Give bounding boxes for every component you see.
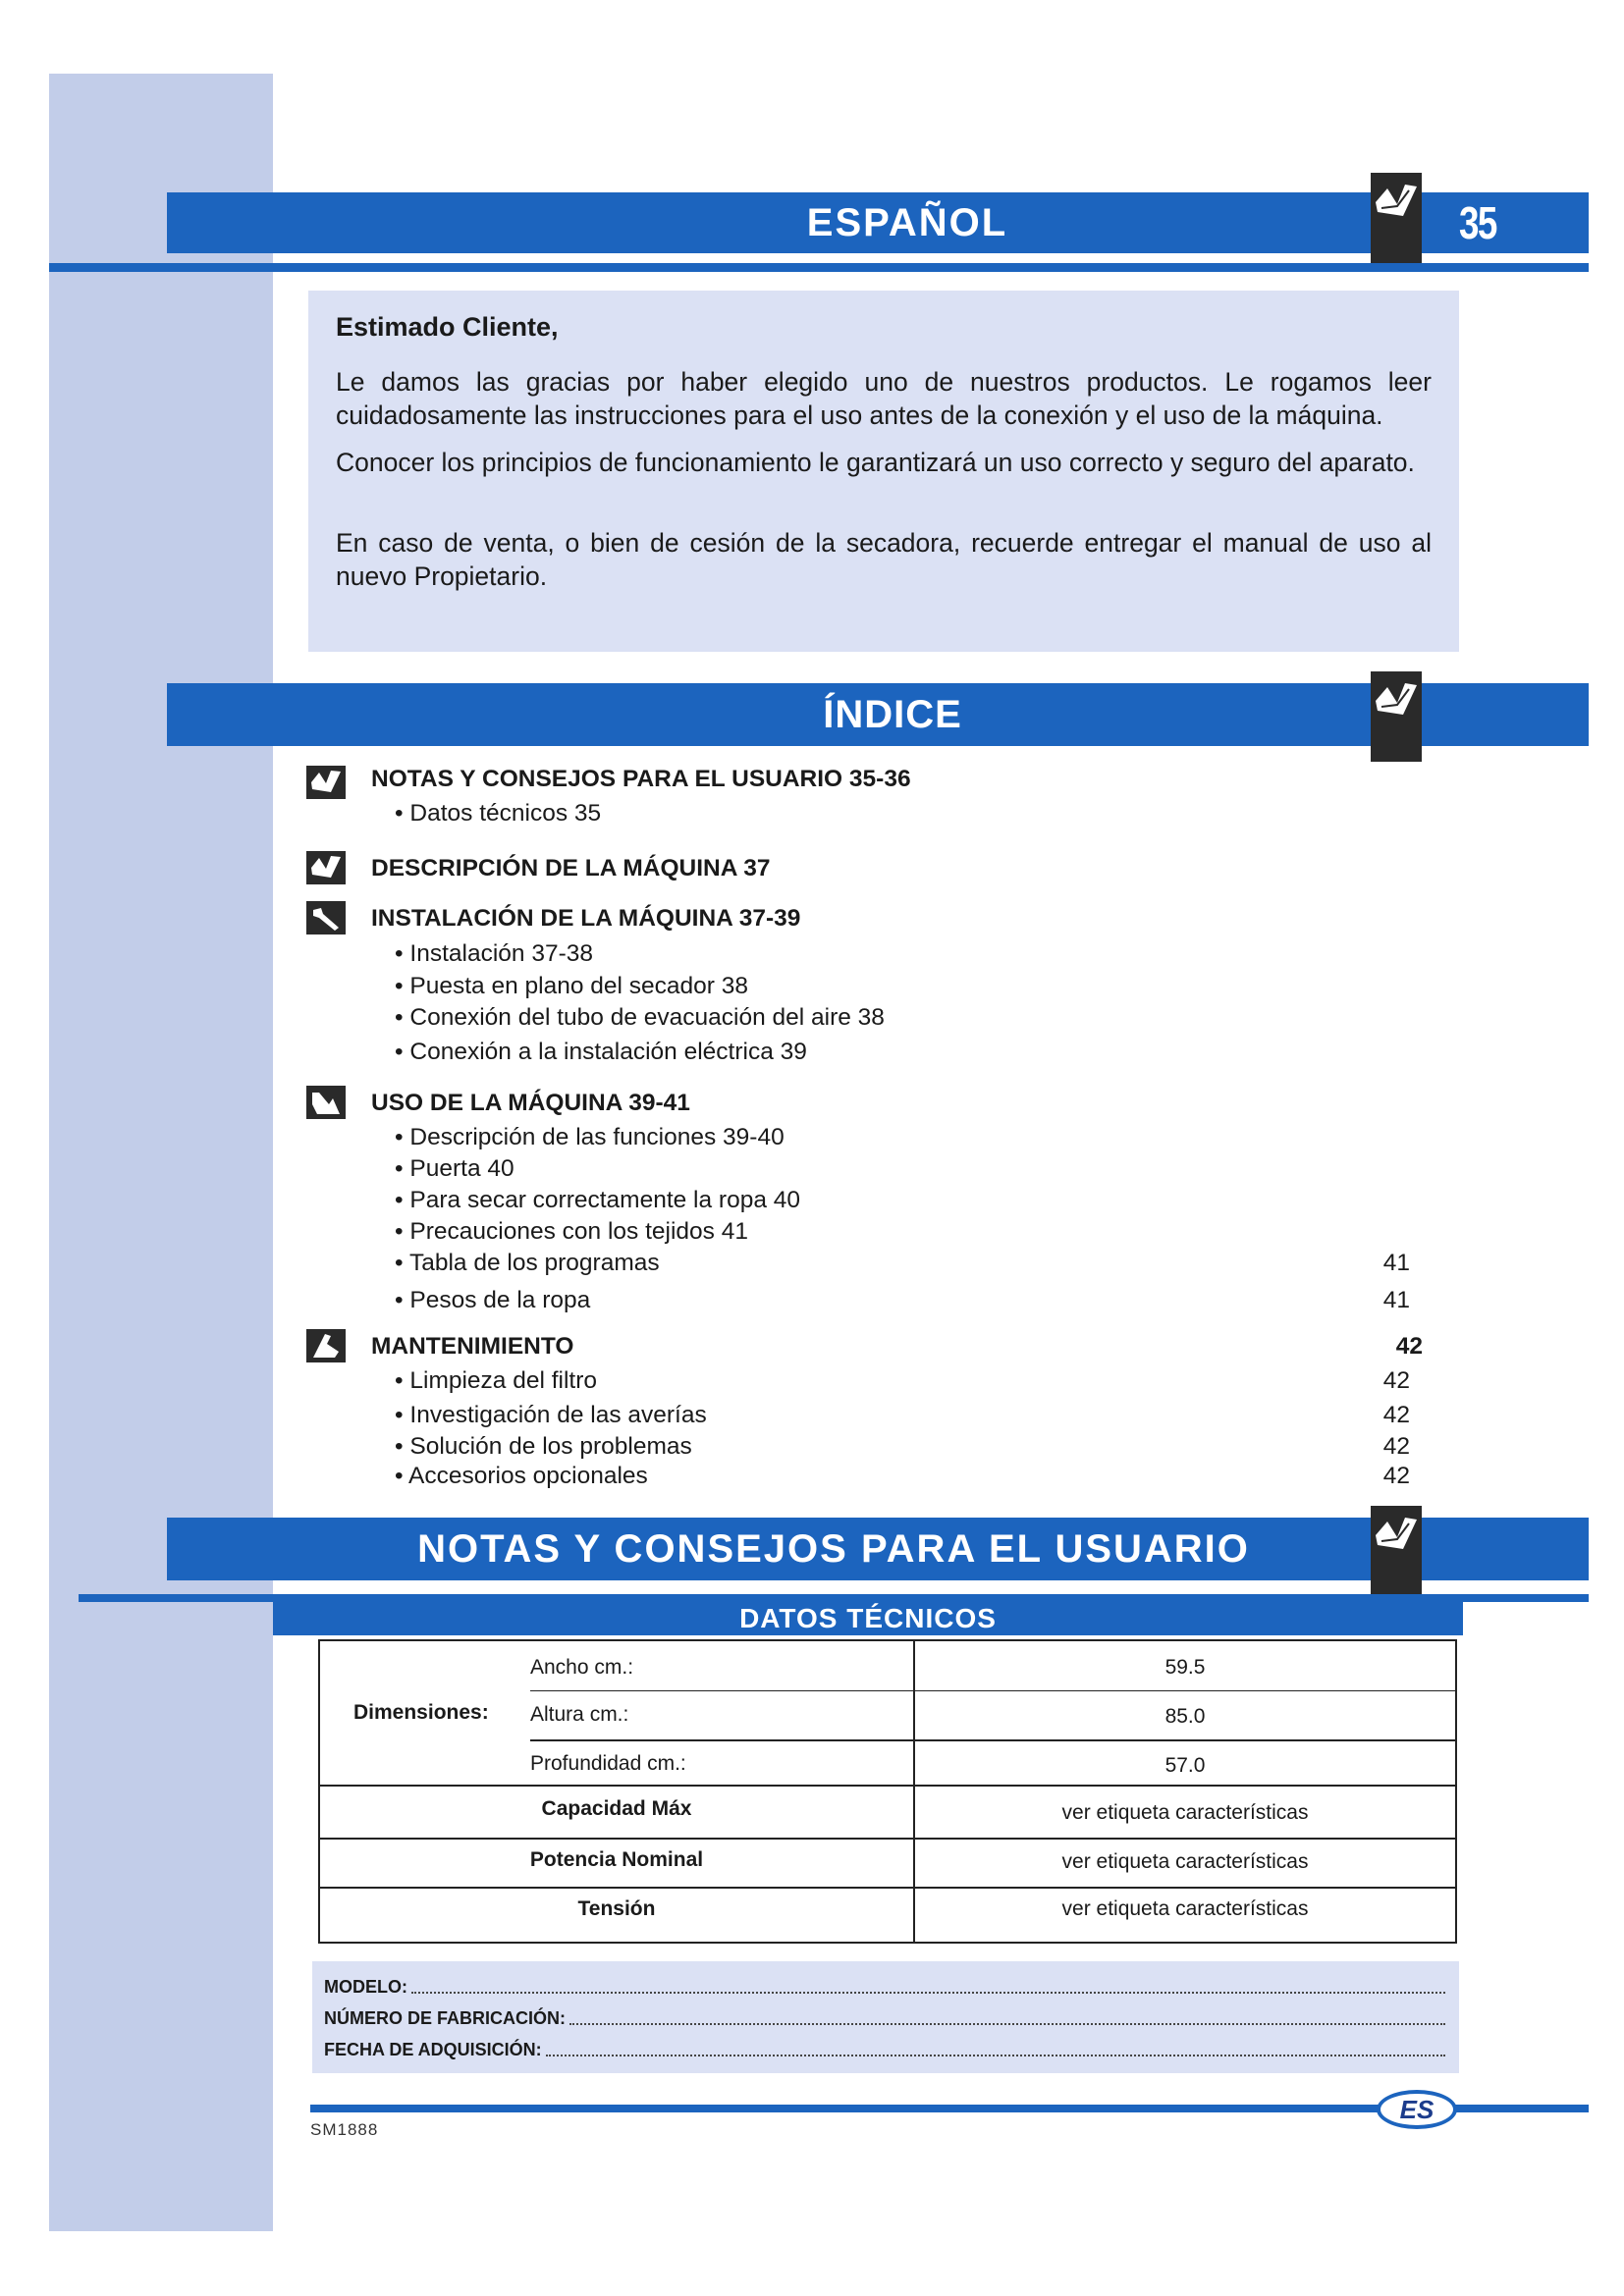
tech-spec-table	[318, 1639, 1457, 1944]
table-divider	[530, 1690, 1457, 1691]
table-row-value: ver etiqueta características	[1061, 1897, 1309, 1920]
index-item[interactable]: • Puesta en plano del secador 38	[395, 973, 748, 999]
index-section-use[interactable]: USO DE LA MÁQUINA 39-41	[371, 1090, 690, 1116]
intro-paragraph: Conocer los principios de funcionamiento le garantizará un uso correcto y seguro del aparato.	[336, 448, 1415, 477]
table-divider	[320, 1785, 1455, 1787]
table-row-label: Potencia Nominal	[529, 1848, 704, 1871]
table-row-label: Tensión	[577, 1897, 656, 1920]
page-number: 35	[1459, 197, 1496, 248]
book-icon	[306, 851, 346, 884]
form-field-line[interactable]	[546, 2041, 1445, 2056]
product-record-form	[312, 1961, 1459, 2073]
notes-book-icon	[1371, 1506, 1422, 1596]
table-row-label: Profundidad cm.:	[530, 1752, 686, 1775]
index-section-installation[interactable]: INSTALACIÓN DE LA MÁQUINA 37-39	[371, 905, 801, 932]
index-item[interactable]: • Datos técnicos 35	[395, 800, 602, 827]
hand-icon	[306, 1086, 346, 1119]
form-field-serial[interactable]	[324, 2008, 1445, 2029]
index-item-page: 41	[1382, 1250, 1410, 1276]
form-field-line[interactable]	[569, 2009, 1445, 2025]
notes-rule	[79, 1594, 1589, 1602]
table-row-label: Capacidad Máx	[541, 1797, 692, 1820]
header-book-icon	[1371, 173, 1422, 263]
index-title: ÍNDICE	[823, 693, 962, 736]
form-field-line[interactable]	[411, 1978, 1445, 1994]
header-title: ESPAÑOL	[806, 201, 1008, 244]
index-item[interactable]: • Limpieza del filtro	[395, 1367, 598, 1394]
table-row-label: Altura cm.:	[530, 1703, 629, 1726]
table-row-value: 57.0	[1164, 1754, 1206, 1777]
index-item[interactable]: • Descripción de las funciones 39-40	[395, 1124, 785, 1150]
index-section-page: 42	[1395, 1333, 1423, 1360]
index-item-page: 42	[1382, 1402, 1410, 1428]
table-row-label: Ancho cm.:	[530, 1656, 634, 1679]
index-item[interactable]: • Para secar correctamente la ropa 40	[395, 1187, 801, 1213]
index-item[interactable]: • Conexión a la instalación eléctrica 39	[395, 1039, 807, 1065]
index-item[interactable]: • Accesorios opcionales	[395, 1463, 648, 1489]
table-row-value: 85.0	[1164, 1705, 1206, 1728]
side-strip	[49, 74, 273, 2231]
notes-subtitle: DATOS TÉCNICOS	[739, 1603, 997, 1633]
index-item[interactable]: • Instalación 37-38	[395, 940, 593, 967]
wrench-icon	[306, 901, 346, 934]
table-row-value: ver etiqueta características	[1061, 1850, 1309, 1873]
index-item[interactable]: • Solución de los problemas	[395, 1433, 692, 1460]
index-book-icon	[1371, 671, 1422, 762]
header-rule	[49, 263, 1589, 272]
book-icon	[306, 766, 346, 799]
index-section-maintenance[interactable]: MANTENIMIENTO	[371, 1333, 574, 1360]
cleaning-icon	[306, 1329, 346, 1362]
language-badge: ES	[1377, 2090, 1457, 2129]
intro-panel	[308, 291, 1459, 652]
table-divider	[320, 1838, 1455, 1840]
index-item[interactable]: • Tabla de los programas	[395, 1250, 660, 1276]
index-section-description[interactable]: DESCRIPCIÓN DE LA MÁQUINA 37	[371, 855, 771, 881]
subtitle-band	[273, 1602, 1463, 1635]
table-divider	[530, 1739, 1457, 1741]
form-field-label: FECHA DE ADQUISICIÓN:	[324, 2040, 542, 2059]
index-item[interactable]: • Puerta 40	[395, 1155, 514, 1182]
intro-paragraph: Le damos las gracias por haber elegido uno de nuestros productos. Le rogamos leer cuidadosamente las instrucciones para el uso antes de la conexión y el uso de la máquina.	[336, 367, 1432, 430]
index-item[interactable]: • Investigación de las averías	[395, 1402, 707, 1428]
index-item[interactable]: • Conexión del tubo de evacuación del aire 38	[395, 1004, 885, 1031]
intro-paragraph: En caso de venta, o bien de cesión de la secadora, recuerde entregar el manual de uso al nuevo Propietario.	[336, 528, 1432, 591]
index-item[interactable]: • Precauciones con los tejidos 41	[395, 1218, 748, 1245]
index-item-page: 41	[1382, 1287, 1410, 1313]
table-divider	[320, 1887, 1455, 1889]
intro-greeting: Estimado Cliente,	[336, 312, 559, 342]
dimensions-label: Dimensiones:	[353, 1701, 489, 1724]
index-item[interactable]: • Pesos de la ropa	[395, 1287, 591, 1313]
form-field-model[interactable]	[324, 1977, 1445, 1998]
index-item-page: 42	[1382, 1463, 1410, 1489]
index-section-notes[interactable]: NOTAS Y CONSEJOS PARA EL USUARIO 35-36	[371, 766, 911, 792]
notes-title: NOTAS Y CONSEJOS PARA EL USUARIO	[417, 1527, 1250, 1571]
table-row-value: ver etiqueta características	[1061, 1801, 1309, 1824]
index-item-page: 42	[1382, 1367, 1410, 1394]
index-item-page: 42	[1382, 1433, 1410, 1460]
form-field-label: MODELO:	[324, 1977, 407, 1997]
document-code: SM1888	[310, 2120, 379, 2139]
form-field-label: NÚMERO DE FABRICACIÓN:	[324, 2008, 566, 2028]
form-field-purchase-date[interactable]	[324, 2040, 1445, 2060]
table-row-value: 59.5	[1164, 1656, 1206, 1679]
